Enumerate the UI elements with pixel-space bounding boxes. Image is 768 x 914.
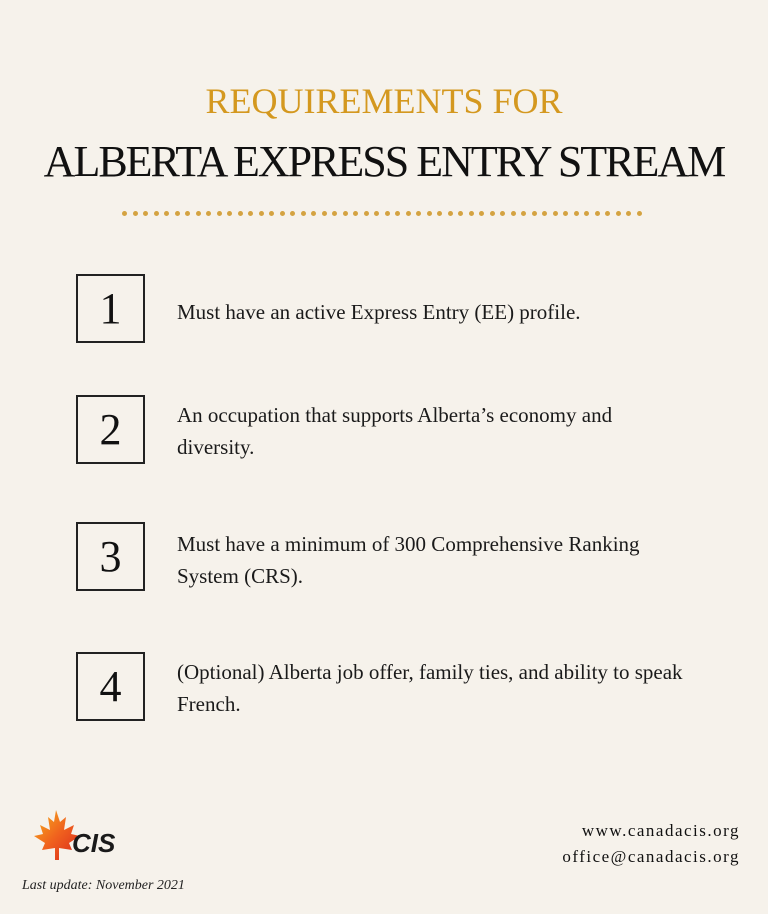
divider-dot bbox=[532, 211, 537, 216]
divider-dot bbox=[385, 211, 390, 216]
divider-dot bbox=[154, 211, 159, 216]
requirement-number-box: 4 bbox=[76, 652, 145, 721]
divider-dot bbox=[122, 211, 127, 216]
divider-dot bbox=[511, 211, 516, 216]
divider-dot bbox=[322, 211, 327, 216]
requirement-number-box: 3 bbox=[76, 522, 145, 591]
requirement-text: Must have an active Express Entry (EE) profile. bbox=[177, 300, 581, 324]
divider-dot bbox=[248, 211, 253, 216]
divider-dot bbox=[185, 211, 190, 216]
divider-dot bbox=[280, 211, 285, 216]
requirement-number-box: 2 bbox=[76, 395, 145, 464]
website-link[interactable]: www.canadacis.org bbox=[581, 821, 740, 840]
maple-leaf-logo-icon bbox=[28, 808, 118, 870]
divider-dot bbox=[332, 211, 337, 216]
requirement-text: (Optional) Alberta job offer, family ties, and ability to speak French. bbox=[177, 660, 683, 716]
last-update-note: Last update: November 2021 bbox=[22, 878, 185, 893]
divider-dot bbox=[521, 211, 526, 216]
divider-dot bbox=[238, 211, 243, 216]
divider-dot bbox=[175, 211, 180, 216]
divider-dot bbox=[437, 211, 442, 216]
divider-dot bbox=[458, 211, 463, 216]
divider-dot bbox=[448, 211, 453, 216]
requirement-item-2 bbox=[76, 395, 716, 467]
divider-dot bbox=[311, 211, 316, 216]
divider-dot bbox=[553, 211, 558, 216]
requirement-item-4 bbox=[76, 652, 716, 724]
divider-dot bbox=[227, 211, 232, 216]
divider-dot bbox=[164, 211, 169, 216]
divider-dot bbox=[542, 211, 547, 216]
divider-dot bbox=[616, 211, 621, 216]
divider-dot bbox=[290, 211, 295, 216]
divider-dot bbox=[595, 211, 600, 216]
divider-dot bbox=[301, 211, 306, 216]
divider-dot bbox=[626, 211, 631, 216]
divider-dot bbox=[637, 211, 642, 216]
requirement-text: Must have a minimum of 300 Comprehensive Ranking System (CRS). bbox=[177, 532, 640, 588]
divider-dot bbox=[259, 211, 264, 216]
requirement-item-3 bbox=[76, 522, 716, 594]
dotted-divider bbox=[122, 208, 642, 218]
divider-dot bbox=[469, 211, 474, 216]
cis-logo bbox=[28, 808, 118, 870]
contact-info bbox=[562, 818, 740, 870]
logo-text: CIS bbox=[72, 828, 116, 858]
divider-dot bbox=[353, 211, 358, 216]
divider-dot bbox=[427, 211, 432, 216]
divider-dot bbox=[206, 211, 211, 216]
divider-dot bbox=[374, 211, 379, 216]
divider-dot bbox=[500, 211, 505, 216]
title-requirements-for: REQUIREMENTS FOR bbox=[205, 81, 563, 121]
divider-dot bbox=[416, 211, 421, 216]
divider-dot bbox=[584, 211, 589, 216]
divider-dot bbox=[364, 211, 369, 216]
divider-dot bbox=[479, 211, 484, 216]
divider-dot bbox=[343, 211, 348, 216]
divider-dot bbox=[196, 211, 201, 216]
divider-dot bbox=[563, 211, 568, 216]
email-link[interactable]: office@canadacis.org bbox=[562, 847, 740, 866]
requirement-item-1 bbox=[76, 274, 716, 346]
divider-dot bbox=[133, 211, 138, 216]
divider-dot bbox=[217, 211, 222, 216]
requirement-text: An occupation that supports Alberta’s economy and diversity. bbox=[177, 403, 613, 459]
divider-dot bbox=[395, 211, 400, 216]
page-title: ALBERTA EXPRESS ENTRY STREAM bbox=[43, 137, 725, 186]
divider-dot bbox=[143, 211, 148, 216]
divider-dot bbox=[605, 211, 610, 216]
divider-dot bbox=[269, 211, 274, 216]
divider-dot bbox=[490, 211, 495, 216]
requirement-number-box: 1 bbox=[76, 274, 145, 343]
divider-dot bbox=[406, 211, 411, 216]
divider-dot bbox=[574, 211, 579, 216]
